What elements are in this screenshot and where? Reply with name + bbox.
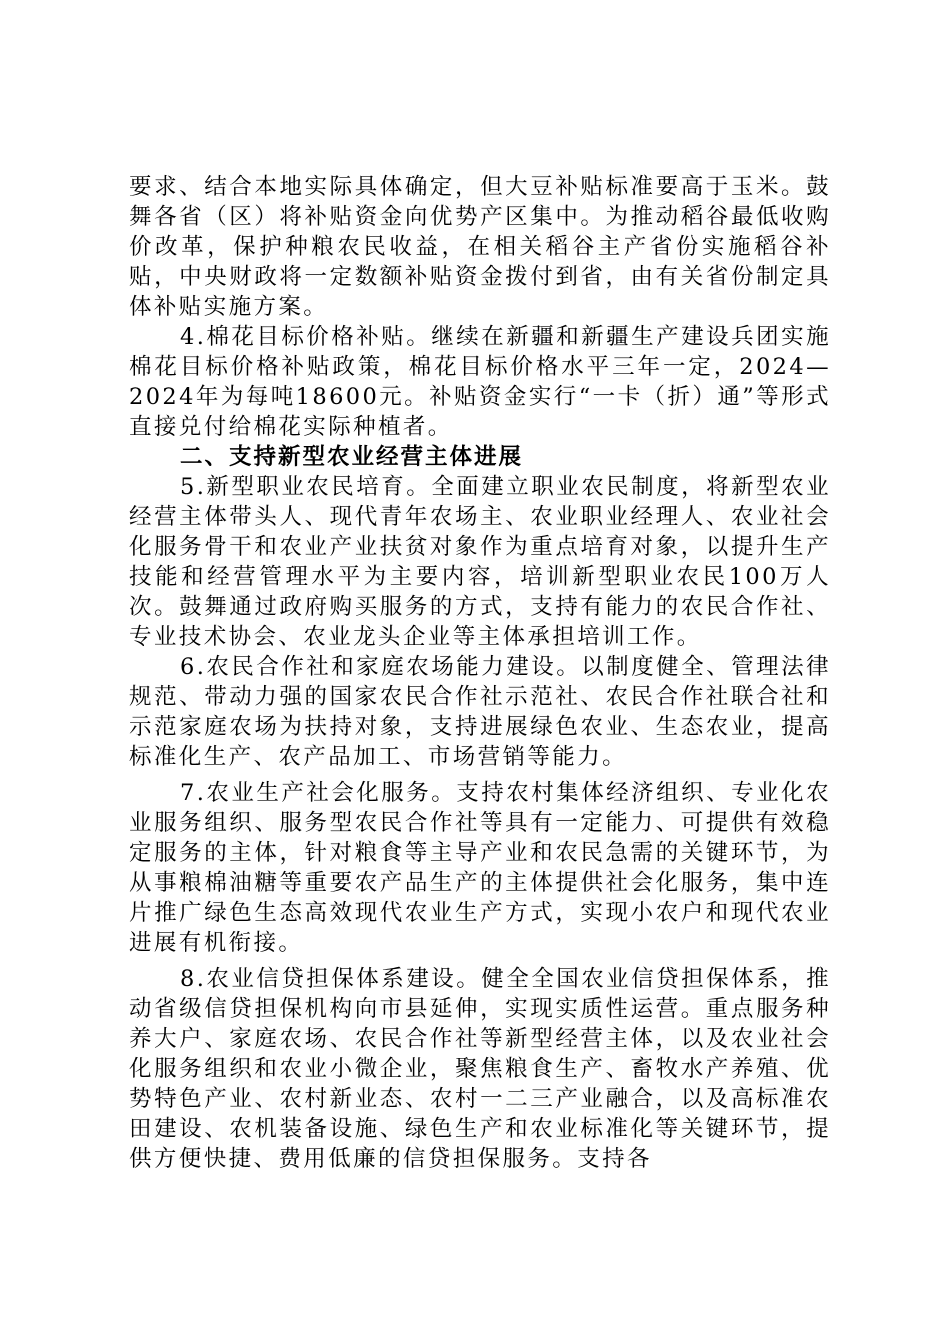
paragraph-cotton-subsidy: 4.棉花目标价格补贴。继续在新疆和新疆生产建设兵团实施棉花目标价格补贴政策，棉花目标价格水平三年一定，2024—2024年为每吨18600元。补贴资金实行“一卡（折）通”等形式直接兑付给棉花实际种植者。 <box>129 324 831 440</box>
paragraph-credit-guarantee: 8.农业信贷担保体系建设。健全全国农业信贷担保体系，推动省级信贷担保机构向市县延伸，实现实质性运营。重点服务种养大户、家庭农场、农民合作社等新型经营主体，以及农业社会化服务组织和农业小微企业，聚焦粮食生产、畜牧水产养殖、优势特色产业、农村新业态、农村一二三产业融合，以及高标准农田建设、农机装备设施、绿色生产和农业标准化等关键环节，提供方便快捷、费用低廉的信贷担保服务。支持各 <box>129 966 831 1172</box>
section-heading: 二、支持新型农业经营主体进展 <box>180 444 524 470</box>
paragraph-cooperative-capacity: 6.农民合作社和家庭农场能力建设。以制度健全、管理法律规范、带动力强的国家农民合作社示范社、农民合作社联合社和示范家庭农场为扶持对象，支持进展绿色农业、生态农业，提高标准化生产、农产品加工、市场营销等能力。 <box>129 654 831 770</box>
document-body <box>129 172 831 1174</box>
paragraph-continued: 要求、结合本地实际具体确定，但大豆补贴标准要高于玉米。鼓舞各省（区）将补贴资金向优势产区集中。为推动稻谷最低收购价改革，保护种粮农民收益，在相关稻谷主产省份实施稻谷补贴，中央财政将一定数额补贴资金拨付到省，由有关省份制定具体补贴实施方案。 <box>129 174 831 320</box>
paragraph-social-services: 7.农业生产社会化服务。支持农村集体经济组织、专业化农业服务组织、服务型农民合作社等具有一定能力、可提供有效稳定服务的主体，针对粮食等主导产业和农民急需的关键环节，为从事粮棉油糖等重要农产品生产的主体提供社会化服务，集中连片推广绿色生态高效现代农业生产方式，实现小农户和现代农业进展有机衔接。 <box>129 780 831 956</box>
paragraph-farmer-training: 5.新型职业农民培育。全面建立职业农民制度，将新型农业经营主体带头人、现代青年农场主、农业职业经理人、农业社会化服务骨干和农业产业扶贫对象作为重点培育对象，以提升生产技能和经营管理水平为主要内容，培训新型职业农民100万人次。鼓舞通过政府购买服务的方式，支持有能力的农民合作社、专业技术协会、农业龙头企业等主体承担培训工作。 <box>129 474 831 650</box>
